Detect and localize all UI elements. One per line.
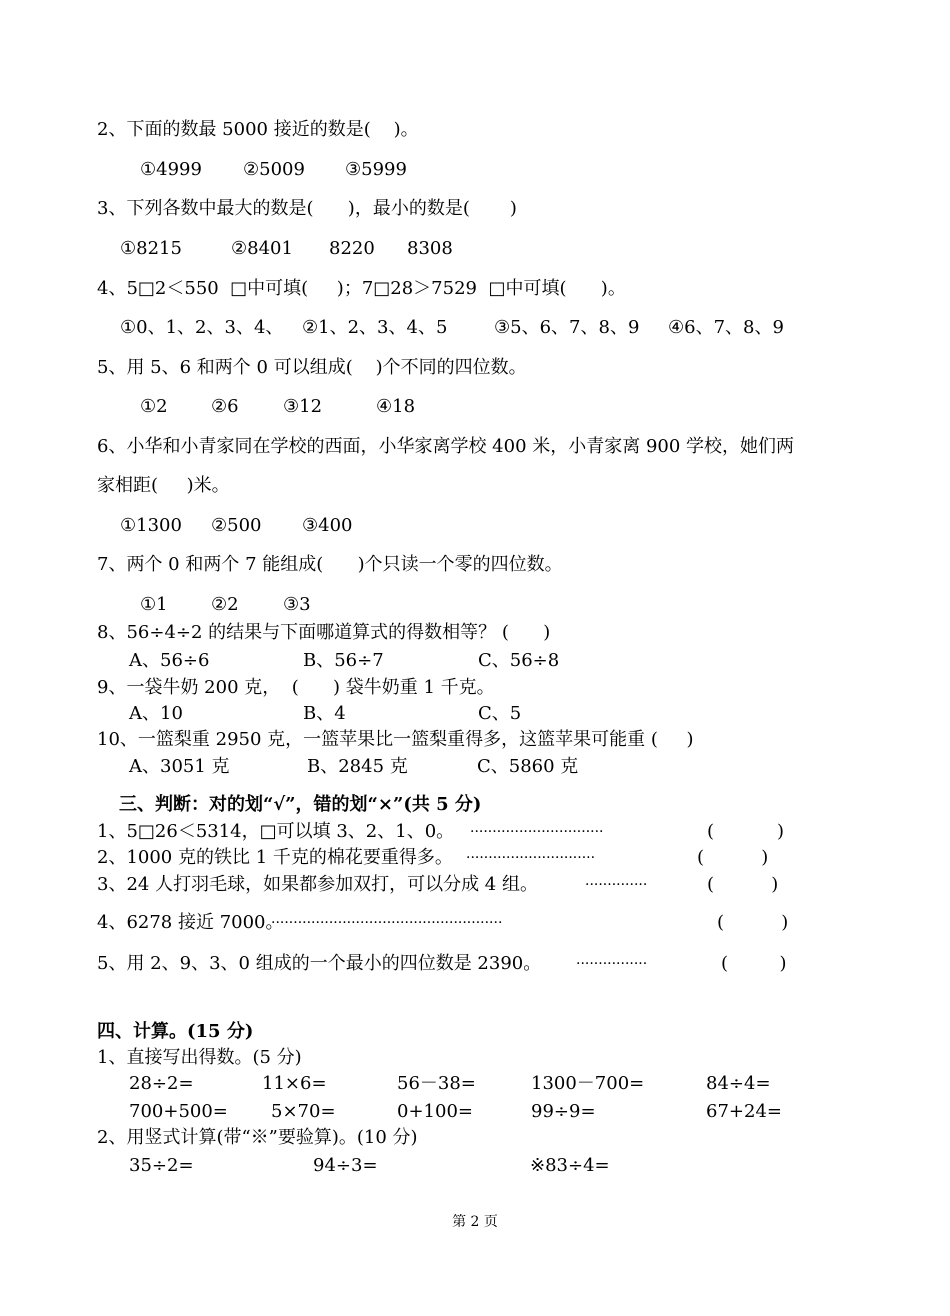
q6-option-2: ②500: [211, 515, 262, 536]
calc-item: 67+24=: [706, 1101, 782, 1122]
q10-option-c: C、5860 克: [477, 756, 579, 777]
section-calc-heading: 四、计算。(15 分): [97, 1021, 254, 1042]
q3-option-1: ①8215: [120, 238, 182, 259]
judge-item-2-leader: ·····························: [466, 850, 596, 866]
q4-option-1: ①0、1、2、3、4、: [120, 317, 284, 338]
judge-item-3-leader: ··············: [585, 877, 648, 893]
q7-option-1: ①1: [140, 594, 168, 615]
q4-option-2: ②1、2、3、4、5: [302, 317, 448, 338]
q6-option-1: ①1300: [120, 515, 182, 536]
q3-option-3: 8220: [329, 238, 375, 259]
q5-option-1: ①2: [140, 396, 168, 417]
judge-item-4: 4、6278 接近 7000。: [97, 912, 284, 933]
q10-option-a: A、3051 克: [129, 756, 230, 777]
calc-item: 700+500=: [129, 1101, 228, 1122]
judge-item-2: 2、1000 克的铁比 1 千克的棉花要重得多。: [97, 847, 453, 868]
judge-item-4-answer[interactable]: ( ): [717, 912, 789, 933]
question-4: 4、5□2＜550 □中可填( )；7□28＞7529 □中可填( )。: [97, 278, 626, 299]
q2-option-2: ②5009: [243, 159, 305, 180]
question-7: 7、两个 0 和两个 7 能组成( )个只读一个零的四位数。: [97, 554, 563, 575]
calc-item: 5×70=: [271, 1101, 336, 1122]
q4-option-3: ③5、6、7、8、9: [494, 317, 640, 338]
judge-item-5-leader: ················: [576, 956, 648, 972]
question-8: 8、56÷4÷2 的结果与下面哪道算式的得数相等？ ( ): [97, 622, 551, 643]
judge-item-1-leader: ······························: [470, 824, 604, 840]
section-judge-heading: 三、判断：对的划“√”，错的划“×”(共 5 分): [119, 794, 482, 815]
question-2: 2、下面的数最 5000 接近的数是( )。: [97, 119, 419, 140]
question-6-line-2: 家相距( )米。: [97, 475, 230, 496]
q5-option-3: ③12: [283, 396, 323, 417]
q6-option-3: ③400: [302, 515, 353, 536]
judge-item-5: 5、用 2、9、3、0 组成的一个最小的四位数是 2390。: [97, 953, 542, 974]
question-9: 9、一袋牛奶 200 克， ( ) 袋牛奶重 1 千克。: [97, 677, 495, 698]
q7-option-2: ②2: [211, 594, 239, 615]
judge-item-1: 1、5□26＜5314，□可以填 3、2、1、0。: [97, 821, 455, 842]
q4-option-4: ④6、7、8、9: [668, 317, 784, 338]
page-number: 第 2 页: [452, 1214, 498, 1230]
calc-item: 84÷4=: [706, 1073, 771, 1094]
question-10: 10、一篮梨重 2950 克，一篮苹果比一篮梨重得多，这篮苹果可能重 ( ): [97, 729, 694, 750]
q8-option-c: C、56÷8: [478, 650, 560, 671]
calc-part-1-title: 1、直接写出得数。(5 分): [97, 1047, 302, 1068]
q2-option-1: ①4999: [140, 159, 202, 180]
question-5: 5、用 5、6 和两个 0 可以组成( )个不同的四位数。: [97, 357, 527, 378]
question-3: 3、下列各数中最大的数是( )，最小的数是( ): [97, 198, 517, 219]
q9-option-a: A、10: [129, 703, 183, 724]
judge-item-4-leader: ····················································: [271, 915, 503, 931]
q9-option-c: C、5: [478, 703, 522, 724]
calc-item: ※83÷4=: [530, 1155, 610, 1176]
calc-part-2-title: 2、用竖式计算(带“※”要验算)。(10 分): [97, 1127, 418, 1148]
q5-option-2: ②6: [211, 396, 239, 417]
calc-item: 99÷9=: [531, 1101, 596, 1122]
q3-option-4: 8308: [407, 238, 453, 259]
judge-item-3-answer[interactable]: ( ): [707, 874, 779, 895]
judge-item-2-answer[interactable]: ( ): [697, 847, 769, 868]
q8-option-b: B、56÷7: [303, 650, 384, 671]
judge-item-3: 3、24 人打羽毛球，如果都参加双打，可以分成 4 组。: [97, 874, 538, 895]
calc-item: 35÷2=: [129, 1155, 194, 1176]
calc-item: 1300－700=: [531, 1073, 645, 1094]
q3-option-2: ②8401: [231, 238, 293, 259]
question-6-line-1: 6、小华和小青家同在学校的西面，小华家离学校 400 米，小青家离 900 学校，她们两: [97, 436, 795, 457]
q9-option-b: B、4: [303, 703, 346, 724]
judge-item-5-answer[interactable]: ( ): [721, 953, 787, 974]
q10-option-b: B、2845 克: [307, 756, 408, 777]
calc-item: 56－38=: [397, 1073, 476, 1094]
q8-option-a: A、56÷6: [129, 650, 210, 671]
calc-item: 94÷3=: [313, 1155, 378, 1176]
q5-option-4: ④18: [376, 396, 416, 417]
calc-item: 11×6=: [262, 1073, 327, 1094]
calc-item: 0+100=: [397, 1101, 473, 1122]
calc-item: 28÷2=: [129, 1073, 194, 1094]
q7-option-3: ③3: [283, 594, 311, 615]
judge-item-1-answer[interactable]: ( ): [707, 821, 784, 842]
q2-option-3: ③5999: [345, 159, 407, 180]
